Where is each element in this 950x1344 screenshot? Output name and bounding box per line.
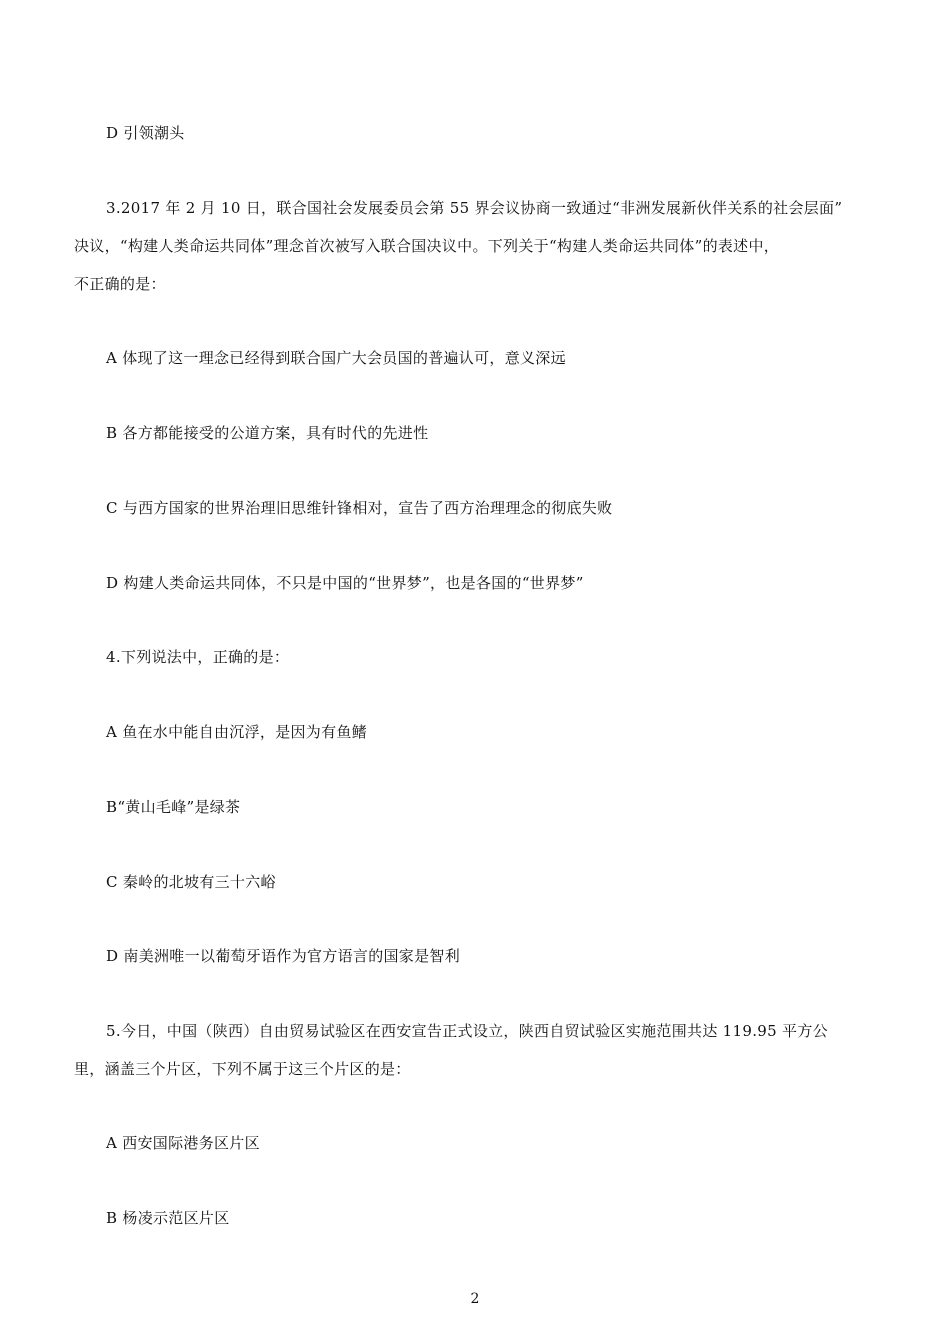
q3-option-a: A 体现了这一理念已经得到联合国广大会员国的普遍认可，意义深远 (106, 349, 566, 367)
q4-option-d: D 南美洲唯一以葡萄牙语作为官方语言的国家是智利 (106, 947, 460, 965)
q4-stem: 4.下列说法中，正确的是： (106, 648, 290, 666)
q4-option-c: C 秦岭的北坡有三十六峪 (106, 873, 276, 891)
q4-option-b: B“黄山毛峰”是绿茶 (106, 798, 241, 816)
q3-stem-line-2: 决议，“构建人类命运共同体”理念首次被写入联合国决议中。下列关于“构建人类命运共同体”的表述中， (74, 237, 780, 255)
q3-option-d: D 构建人类命运共同体，不只是中国的“世界梦”，也是各国的“世界梦” (106, 574, 584, 592)
q5-stem-line-2: 里，涵盖三个片区，下列不属于这三个片区的是： (74, 1060, 411, 1078)
q3-option-c: C 与西方国家的世界治理旧思维针锋相对，宣告了西方治理理念的彻底失败 (106, 499, 613, 517)
q3-option-b: B 各方都能接受的公道方案，具有时代的先进性 (106, 424, 429, 442)
q5-stem-line-1: 5.今日，中国（陕西）自由贸易试验区在西安宣告正式设立，陕西自贸试验区实施范围共达 119.95 平方公 (106, 1022, 828, 1040)
q5-option-a: A 西安国际港务区片区 (106, 1134, 260, 1152)
q4-option-a: A 鱼在水中能自由沉浮，是因为有鱼鳍 (106, 723, 368, 741)
q2-option-d: D 引领潮头 (106, 124, 185, 142)
q3-stem-line-3: 不正确的是： (74, 275, 166, 293)
q5-option-b: B 杨凌示范区片区 (106, 1209, 230, 1227)
page-number: 2 (470, 1291, 480, 1307)
q3-stem-line-1: 3.2017 年 2 月 10 日，联合国社会发展委员会第 55 界会议协商一致通过“非洲发展新伙伴关系的社会层面” (106, 199, 843, 217)
